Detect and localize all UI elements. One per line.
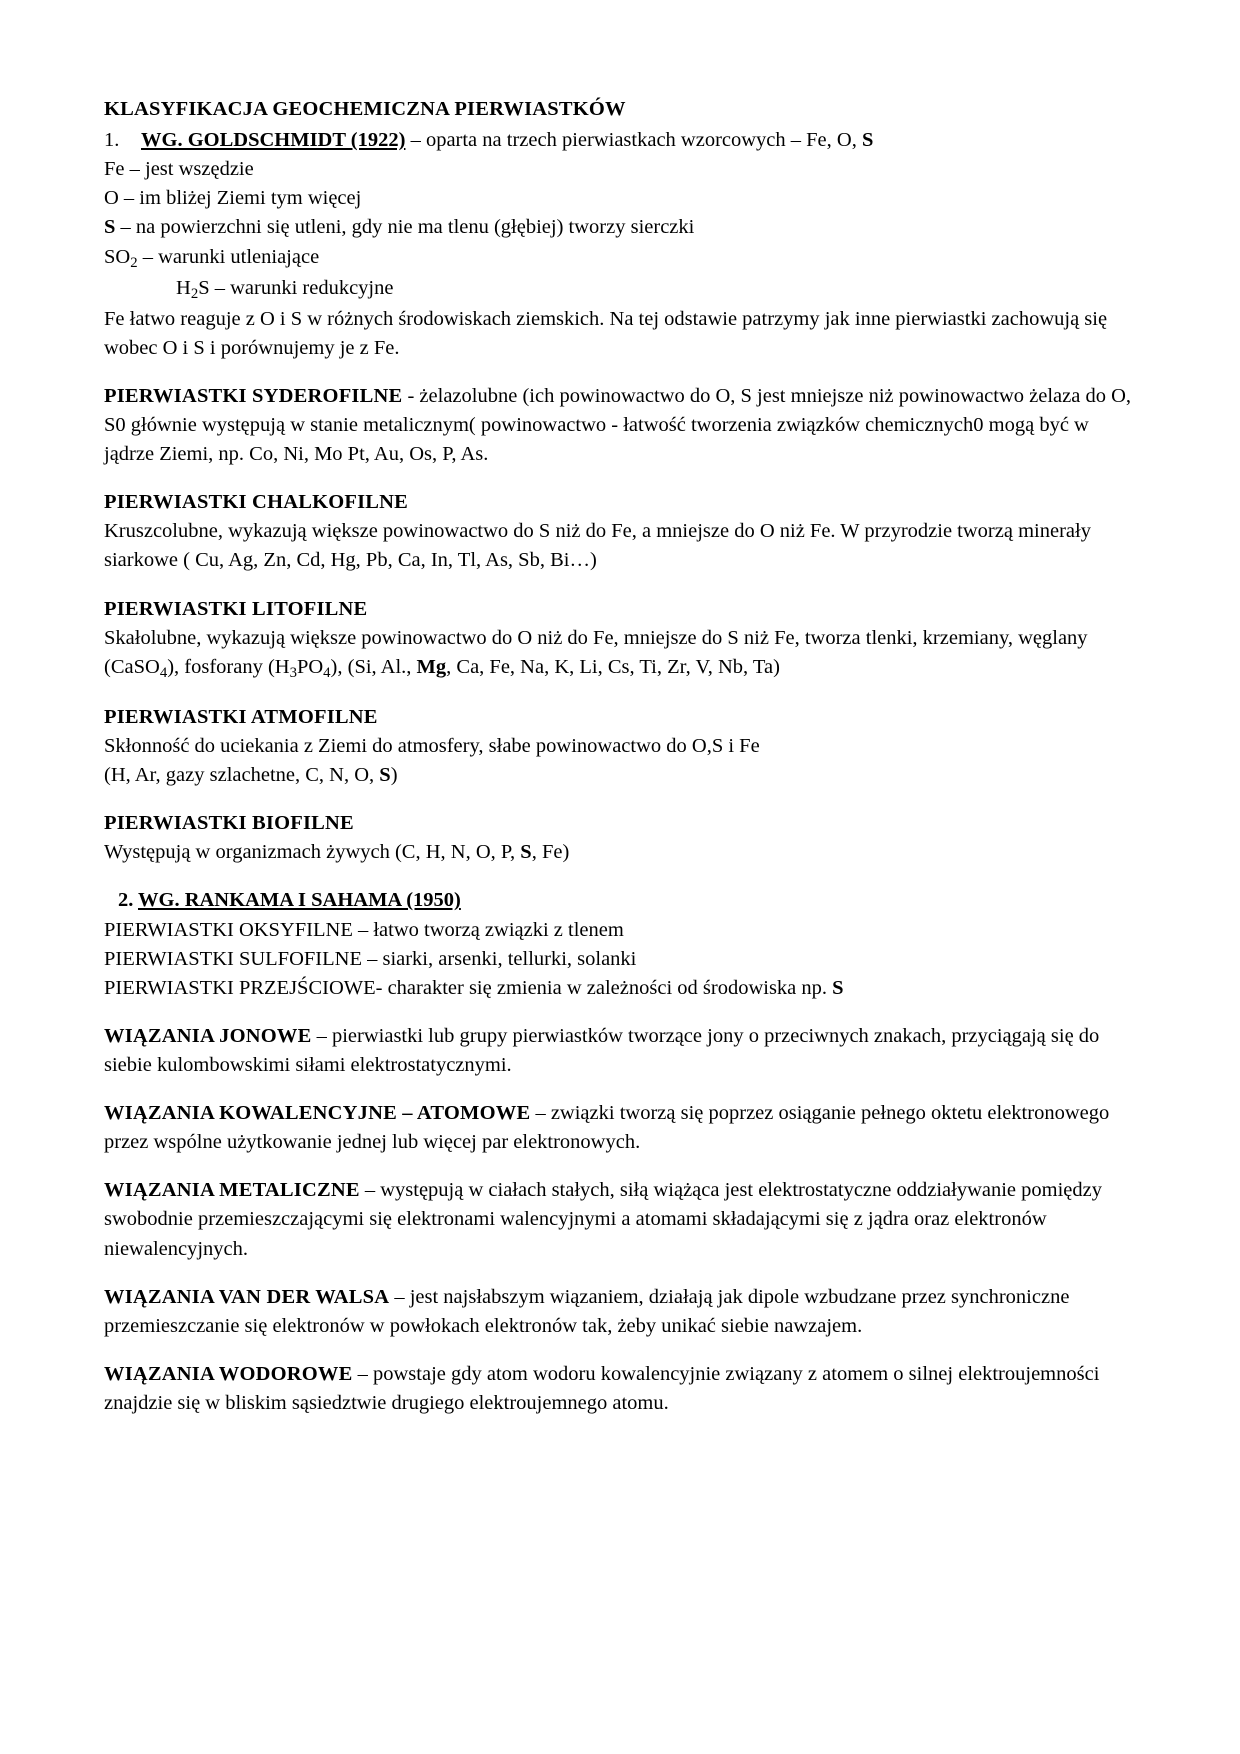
goldschmidt-rest: – oparta na trzech pierwiastkach wzorcowych – Fe, O, <box>405 129 862 152</box>
biofilne-s-bold: S <box>520 841 532 864</box>
h3po4-subscript-o: 4 <box>323 664 331 681</box>
rankama-label: WG. RANKAMA I SAHAMA (1950) <box>138 889 461 912</box>
goldschmidt-label: WG. GOLDSCHMIDT (1922) <box>141 129 406 152</box>
biofilne-body <box>104 838 1136 867</box>
spacer <box>104 576 1136 595</box>
syderofilne-section <box>104 382 1136 469</box>
spacer <box>104 1341 1136 1360</box>
list-text-1 <box>141 126 1136 155</box>
bond-jonowe-heading: WIĄZANIA JONOWE <box>104 1024 312 1047</box>
bond-metaliczne <box>104 1176 1136 1263</box>
biofilne-text-2: , Fe) <box>531 841 570 864</box>
biofilne-heading: PIERWIASTKI BIOFILNE <box>104 812 354 835</box>
bond-van-der-walsa-heading: WIĄZANIA VAN DER WALSA <box>104 1285 390 1308</box>
spacer <box>104 684 1136 703</box>
list-number-1: 1. <box>104 129 120 152</box>
caso4-subscript: 4 <box>159 664 168 681</box>
syderofilne-body: - żelazolubne (ich powinowactwo do O, S jest mniejsze niż powinowactwo żelaza do O, S0 głównie występują w stanie metalicznym( powinowactwo - łatwość tworzenia związków chemicznych0 mogą być w jądrze Ziemi, np. Co, Ni, Mo Pt, Au, Os, P, As. <box>104 384 1132 466</box>
bond-metaliczne-heading: WIĄZANIA METALICZNE <box>104 1179 360 1202</box>
bond-kowalencyjne <box>104 1099 1136 1157</box>
spacer <box>104 790 1136 809</box>
chalkofilne-heading: PIERWIASTKI CHALKOFILNE <box>104 491 409 514</box>
spacer <box>104 867 1136 886</box>
fe-reaction-paragraph: Fe łatwo reaguje z O i S w różnych środowiskach ziemskich. Na tej odstawie patrzymy jak inne pierwiastki zachowują się wobec O i S i porównujemy je z Fe. <box>104 307 1108 359</box>
so2-subscript: 2 <box>130 254 138 271</box>
s-line-rest: – na powierzchni się utleni, gdy nie ma tlenu (głębiej) tworzy sierczki <box>115 216 695 239</box>
spacer <box>104 1003 1136 1022</box>
h3po4-subscript-h: 3 <box>289 664 297 681</box>
spacer <box>104 1264 1136 1283</box>
litofilne-text-3: PO <box>296 655 324 678</box>
spacer <box>104 469 1136 488</box>
bond-kowalencyjne-heading: WIĄZANIA KOWALENCYJNE – ATOMOWE <box>104 1102 531 1125</box>
oksyfilne-line: PIERWIASTKI OKSYFILNE – łatwo tworzą związki z tlenem <box>104 918 624 941</box>
atmofilne-list-end: ) <box>390 764 398 787</box>
przejsciowe-text: PIERWIASTKI PRZEJŚCIOWE- charakter się zmienia w zależności od środowiska np. <box>104 976 833 999</box>
atmofilne-s-bold: S <box>379 764 391 787</box>
so2-line <box>104 243 1136 274</box>
przejsciowe-s-bold: S <box>832 976 844 999</box>
bond-van-der-walsa-body: – jest najsłabszym wiązaniem, działają jak dipole wzbudzane przez synchroniczne przemieszczanie się elektronów w powłokach elektronów tak, żeby unikać siebie nawzajem. <box>104 1285 1070 1337</box>
bond-metaliczne-body: – występują w ciałach stałych, siłą wiążąca jest elektrostatyczne oddziaływanie pomiędzy swobodnie przemieszczającymi się elektronami walencyjnymi a atomami składającymi się z jądra oraz elektronów niewalencyjnych. <box>104 1179 1102 1260</box>
s-symbol: S <box>104 216 116 239</box>
sulfofilne-line: PIERWIASTKI SULFOFILNE – siarki, arsenki, tellurki, solanki <box>104 947 637 970</box>
h2s-formula-pre: H <box>176 276 191 299</box>
spacer <box>104 1157 1136 1176</box>
bond-van-der-walsa <box>104 1283 1136 1341</box>
chalkofilne-body: Kruszcolubne, wykazują większe powinowactwo do S niż do Fe, a mniejsze do O niż Fe. W przyrodzie tworzą minerały siarkowe ( Cu, Ag, Zn, Cd, Hg, Pb, Ca, In, Tl, As, Sb, Bi…) <box>104 520 1091 572</box>
litofilne-text-4: ), (Si, Al., <box>330 655 417 678</box>
biofilne-text-1: Występują w organizmach żywych (C, H, N, O, P, <box>104 841 521 864</box>
list-item-1 <box>104 126 1136 155</box>
bond-wodorowe-heading: WIĄZANIA WODOROWE <box>104 1362 353 1385</box>
atmofilne-list-pre: (H, Ar, gazy szlachetne, C, N, O, <box>104 764 380 787</box>
list-number-2: 2. <box>118 889 134 912</box>
atmofilne-body-2 <box>104 761 1136 790</box>
spacer <box>104 363 1136 382</box>
page-title: KLASYFIKACJA GEOCHEMICZNA PIERWIASTKÓW <box>104 98 626 120</box>
fe-line: Fe – jest wszędzie <box>104 158 254 181</box>
h2s-line <box>176 274 1136 305</box>
bond-kowalencyjne-body: – związki tworzą się poprzez osiąganie pełnego oktetu elektronowego przez wspólne użytkowanie jednej lub więcej par elektronowych. <box>104 1102 1110 1154</box>
o-line: O – im bliżej Ziemi tym więcej <box>104 187 362 210</box>
syderofilne-heading: PIERWIASTKI SYDEROFILNE <box>104 384 403 407</box>
so2-formula-pre: SO <box>104 245 131 268</box>
przejsciowe-line <box>104 974 1136 1003</box>
litofilne-text-1: Skałolubne, wykazują większe powinowactwo do O niż do Fe, mniejsze do S niż Fe, tworza tlenki, krzemiany, węglany (CaSO <box>104 626 1088 678</box>
litofilne-text-5: , Ca, Fe, Na, K, Li, Cs, Ti, Zr, V, Nb, Ta) <box>446 655 780 678</box>
bond-jonowe-body: – pierwiastki lub grupy pierwiastków tworzące jony o przeciwnych znakach, przyciągają się do siebie kulombowskimi siłami elektrostatycznymi. <box>104 1024 1100 1076</box>
list-item-2 <box>104 886 1136 915</box>
document-body <box>104 95 1136 1418</box>
spacer <box>104 1080 1136 1099</box>
h2s-subscript: 2 <box>190 285 199 302</box>
litofilne-body <box>104 624 1136 684</box>
atmofilne-heading: PIERWIASTKI ATMOFILNE <box>104 705 378 728</box>
bond-wodorowe-body: – powstaje gdy atom wodoru kowalencyjnie związany z atomem o silnej elektroujemności znajdzie się w bliskim sąsiedztwie drugiego elektroujemnego atomu. <box>104 1362 1100 1414</box>
litofilne-text-2: ), fosforany (H <box>167 655 290 678</box>
so2-description: – warunki utleniające <box>137 245 320 268</box>
atmofilne-body-1: Skłonność do uciekania z Ziemi do atmosfery, słabe powinowactwo do O,S i Fe <box>104 734 760 757</box>
h2s-description: S – warunki redukcyjne <box>198 276 394 299</box>
s-line <box>104 213 1136 242</box>
litofilne-mg-bold: Mg <box>416 655 447 678</box>
goldschmidt-rest-bold: S <box>861 129 874 152</box>
litofilne-heading: PIERWIASTKI LITOFILNE <box>104 597 368 620</box>
bond-wodorowe <box>104 1360 1136 1418</box>
bond-jonowe <box>104 1022 1136 1080</box>
